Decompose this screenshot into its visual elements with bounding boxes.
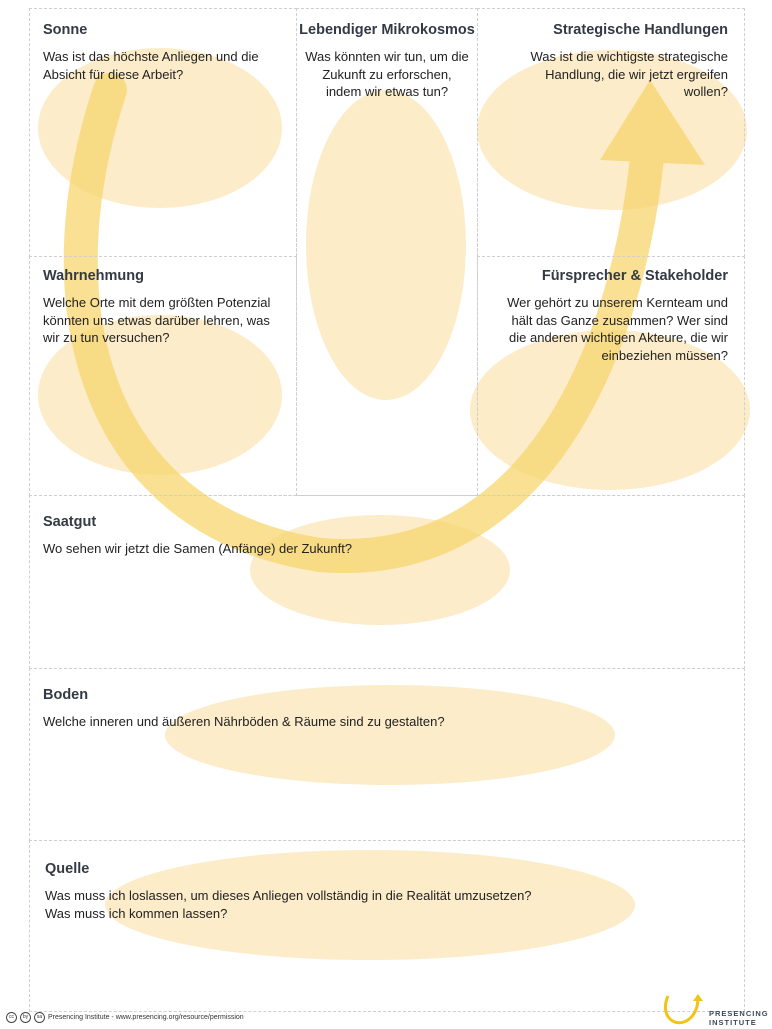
by-icon: by	[20, 1012, 31, 1023]
logo-line1: PRESENCING	[709, 1009, 769, 1018]
logo-u-arrow-icon	[660, 992, 708, 1027]
boden-title: Boden	[43, 687, 89, 703]
sa-icon: sa	[34, 1012, 45, 1023]
strategie-question: Was ist die wichtigste strategische Handlung, die wir jetzt ergreifen wollen?	[530, 49, 728, 99]
cell-stakeholder	[477, 256, 745, 496]
stakeholder-title: Fürsprecher & Stakeholder	[541, 268, 728, 284]
saatgut-question: Wo sehen wir jetzt die Samen (Anfänge) der Zukunft?	[43, 541, 353, 556]
cc-icon: cc	[6, 1012, 17, 1023]
cell-strategie	[477, 8, 745, 257]
cell-sonne	[29, 8, 297, 257]
saatgut-title: Saatgut	[43, 514, 97, 530]
quelle-question: Was muss ich loslassen, um dieses Anliegen vollständig in die Realität umzusetzen? Was muss ich kommen lassen?	[45, 888, 532, 921]
wahrnehmung-title: Wahrnehmung	[43, 268, 144, 284]
cell-quelle	[29, 840, 745, 1012]
quelle-title: Quelle	[45, 861, 90, 877]
wahrnehmung-question: Welche Orte mit dem größten Potenzial könnten uns etwas darüber lehren, was wir zu tun versuchen?	[43, 295, 271, 345]
cell-wahrnehmung	[29, 256, 297, 496]
footer-credit	[6, 1012, 244, 1023]
boden-question: Welche inneren und äußeren Nährböden & Räume sind zu gestalten?	[43, 714, 445, 729]
presencing-logo	[660, 992, 770, 1027]
cell-saatgut	[29, 495, 745, 669]
sonne-question: Was ist das höchste Anliegen und die Absicht für diese Arbeit?	[43, 49, 259, 82]
mikrokosmos-title: Lebendiger Mikrokosmos	[299, 22, 475, 38]
credit-text: Presencing Institute - www.presencing.org/resource/permission	[48, 1014, 244, 1021]
strategie-title: Strategische Handlungen	[553, 22, 728, 38]
mikrokosmos-question: Was könnten wir tun, um die Zukunft zu erforschen, indem wir etwas tun?	[305, 49, 469, 99]
logo-line2: INSTITUTE	[709, 1018, 757, 1027]
sonne-title: Sonne	[43, 22, 88, 38]
cell-boden	[29, 668, 745, 841]
stakeholder-question: Wer gehört zu unserem Kernteam und hält das Ganze zusammen? Wer sind die anderen wichtigen Akteure, die wir einbeziehen müssen?	[507, 295, 728, 363]
